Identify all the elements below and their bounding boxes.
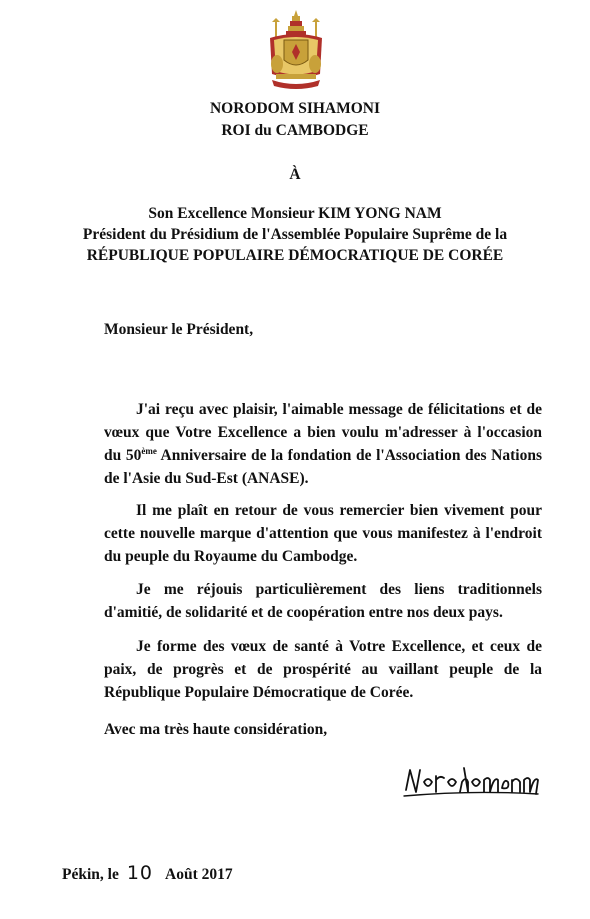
closing-formula: Avec ma très haute considération, <box>104 721 328 738</box>
date-day-handwritten: 10 <box>126 862 154 884</box>
body-paragraph-1-text-b: Anniversaire de la fondation de l'Association des Nations de l'Asie du Sud-Est (ANASE). <box>104 447 542 487</box>
handwritten-signature-icon <box>402 764 540 800</box>
sender-name: NORODOM SIHAMONI <box>209 100 381 117</box>
sender-title: ROI du CAMBODGE <box>221 122 369 139</box>
body-paragraph-3: Je me réjouis particulièrement des liens traditionnels d'amitié, de solidarité et de coopération entre nos deux pays. <box>104 581 542 621</box>
date-place: Pékin, le <box>62 866 119 883</box>
date-line <box>62 862 233 884</box>
body-paragraph-2: Il me plaît en retour de vous remercier bien vivement pour cette nouvelle marque d'attention que vous manifestez à l'endroit du peuple du Royaume du Cambodge. <box>104 502 542 565</box>
royal-coat-of-arms-icon <box>262 8 330 90</box>
body-paragraph-1 <box>104 398 542 490</box>
recipient-name: Son Excellence Monsieur KIM YONG NAM <box>148 205 442 222</box>
addressee-preposition: À <box>289 166 301 183</box>
body-paragraph-1-superscript: ème <box>141 445 157 456</box>
body-paragraph-1-text-a: J'ai reçu avec plaisir, l'aimable message de félicitations et de vœux que Votre Excellence a bien voulu m'adresser à l'occasion du 50 <box>104 401 542 464</box>
recipient-office: Président du Présidium de l'Assemblée Populaire Suprême de la <box>82 226 508 243</box>
recipient-country: RÉPUBLIQUE POPULAIRE DÉMOCRATIQUE DE CORÉE <box>86 247 504 264</box>
salutation: Monsieur le Président, <box>104 321 254 338</box>
body-paragraph-4: Je forme des vœux de santé à Votre Excellence, et ceux de paix, de progrès et de prospérité au vaillant peuple de la République Populaire Démocratique de Corée. <box>104 638 542 701</box>
date-month-year: Août 2017 <box>165 866 233 883</box>
